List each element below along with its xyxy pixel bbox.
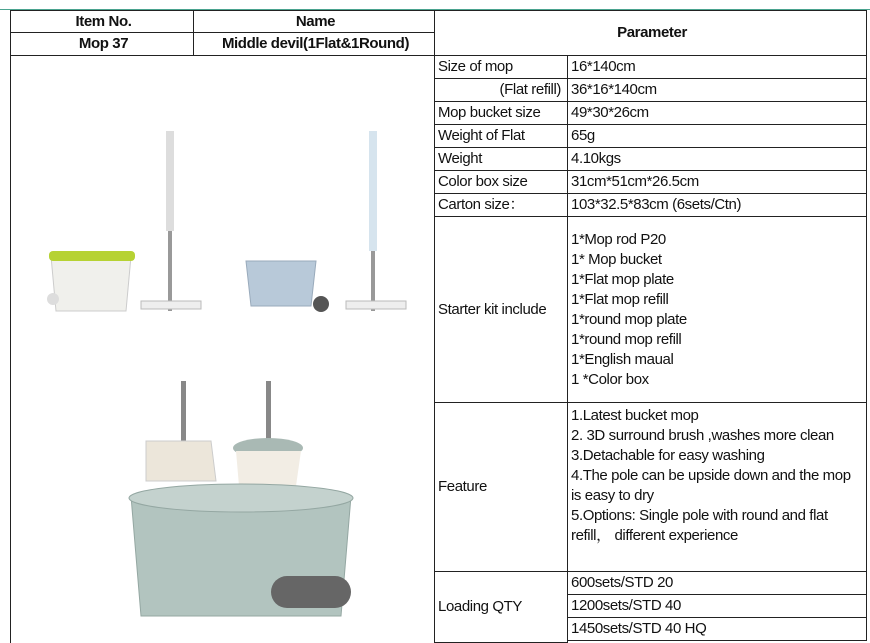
param-label[interactable]: Mop bucket size	[434, 101, 568, 125]
feature-item: 3.Detachable for easy washing	[571, 447, 765, 464]
param-value[interactable]: 49*30*26cm	[567, 101, 867, 125]
starter-kit-label[interactable]: Starter kit include	[434, 216, 568, 403]
starter-kit-item: 1*round mop plate	[571, 311, 687, 328]
param-value[interactable]: 65g	[567, 124, 867, 148]
feature-item: 5.Options: Single pole with round and flat refill， different experience	[571, 507, 828, 544]
feature-item: 4.The pole can be upside down and the mop is easy to dry	[571, 467, 851, 504]
item-no-header: Item No.	[10, 10, 194, 33]
item-no-cell[interactable]: Mop 37	[10, 32, 194, 56]
loading-qty-label[interactable]: Loading QTY	[434, 571, 568, 643]
param-value[interactable]: 4.10kgs	[567, 147, 867, 171]
loading-qty-value[interactable]: 1200sets/STD 40	[567, 594, 867, 618]
param-label[interactable]: Color box size	[434, 170, 568, 194]
starter-kit-item: 1*Mop rod P20	[571, 231, 666, 248]
name-cell[interactable]: Middle devil(1Flat&1Round)	[193, 32, 435, 56]
starter-kit-item: 1 *Color box	[571, 371, 649, 388]
mop-set-blue-image	[246, 131, 406, 312]
starter-kit-item: 1*Flat mop plate	[571, 271, 674, 288]
starter-kit-item: 1*English maual	[571, 351, 674, 368]
param-value[interactable]: 16*140cm	[567, 55, 867, 79]
name-header: Name	[193, 10, 435, 33]
starter-kit-item: 1*Flat mop refill	[571, 291, 669, 308]
param-label[interactable]: Carton size：	[434, 193, 568, 217]
param-value[interactable]: 31cm*51cm*26.5cm	[567, 170, 867, 194]
product-photos	[11, 56, 435, 643]
starter-kit-item: 1* Mop bucket	[571, 251, 662, 268]
param-value[interactable]: 103*32.5*83cm (6sets/Ctn)	[567, 193, 867, 217]
loading-qty-value[interactable]: 600sets/STD 20	[567, 571, 867, 595]
parameter-header: Parameter	[434, 10, 867, 56]
param-label[interactable]: Weight of Flat	[434, 124, 568, 148]
starter-kit-item: 1*round mop refill	[571, 331, 682, 348]
param-value[interactable]: 36*16*140cm	[567, 78, 867, 102]
param-label[interactable]: (Flat refill)	[434, 78, 568, 102]
loading-qty-value[interactable]: 1450sets/STD 40 HQ	[567, 617, 867, 641]
product-image-cell[interactable]	[10, 55, 435, 643]
feature-list[interactable]	[567, 402, 867, 572]
param-label[interactable]: Weight	[434, 147, 568, 171]
param-label[interactable]: Size of mop	[434, 55, 568, 79]
mop-heads-and-bucket-image	[129, 381, 353, 616]
feature-item: 2. 3D surround brush ,washes more clean	[571, 427, 834, 444]
starter-kit-list[interactable]	[567, 216, 867, 403]
mop-set-green-image	[47, 131, 201, 311]
feature-item: 1.Latest bucket mop	[571, 407, 699, 424]
feature-label[interactable]: Feature	[434, 402, 568, 572]
